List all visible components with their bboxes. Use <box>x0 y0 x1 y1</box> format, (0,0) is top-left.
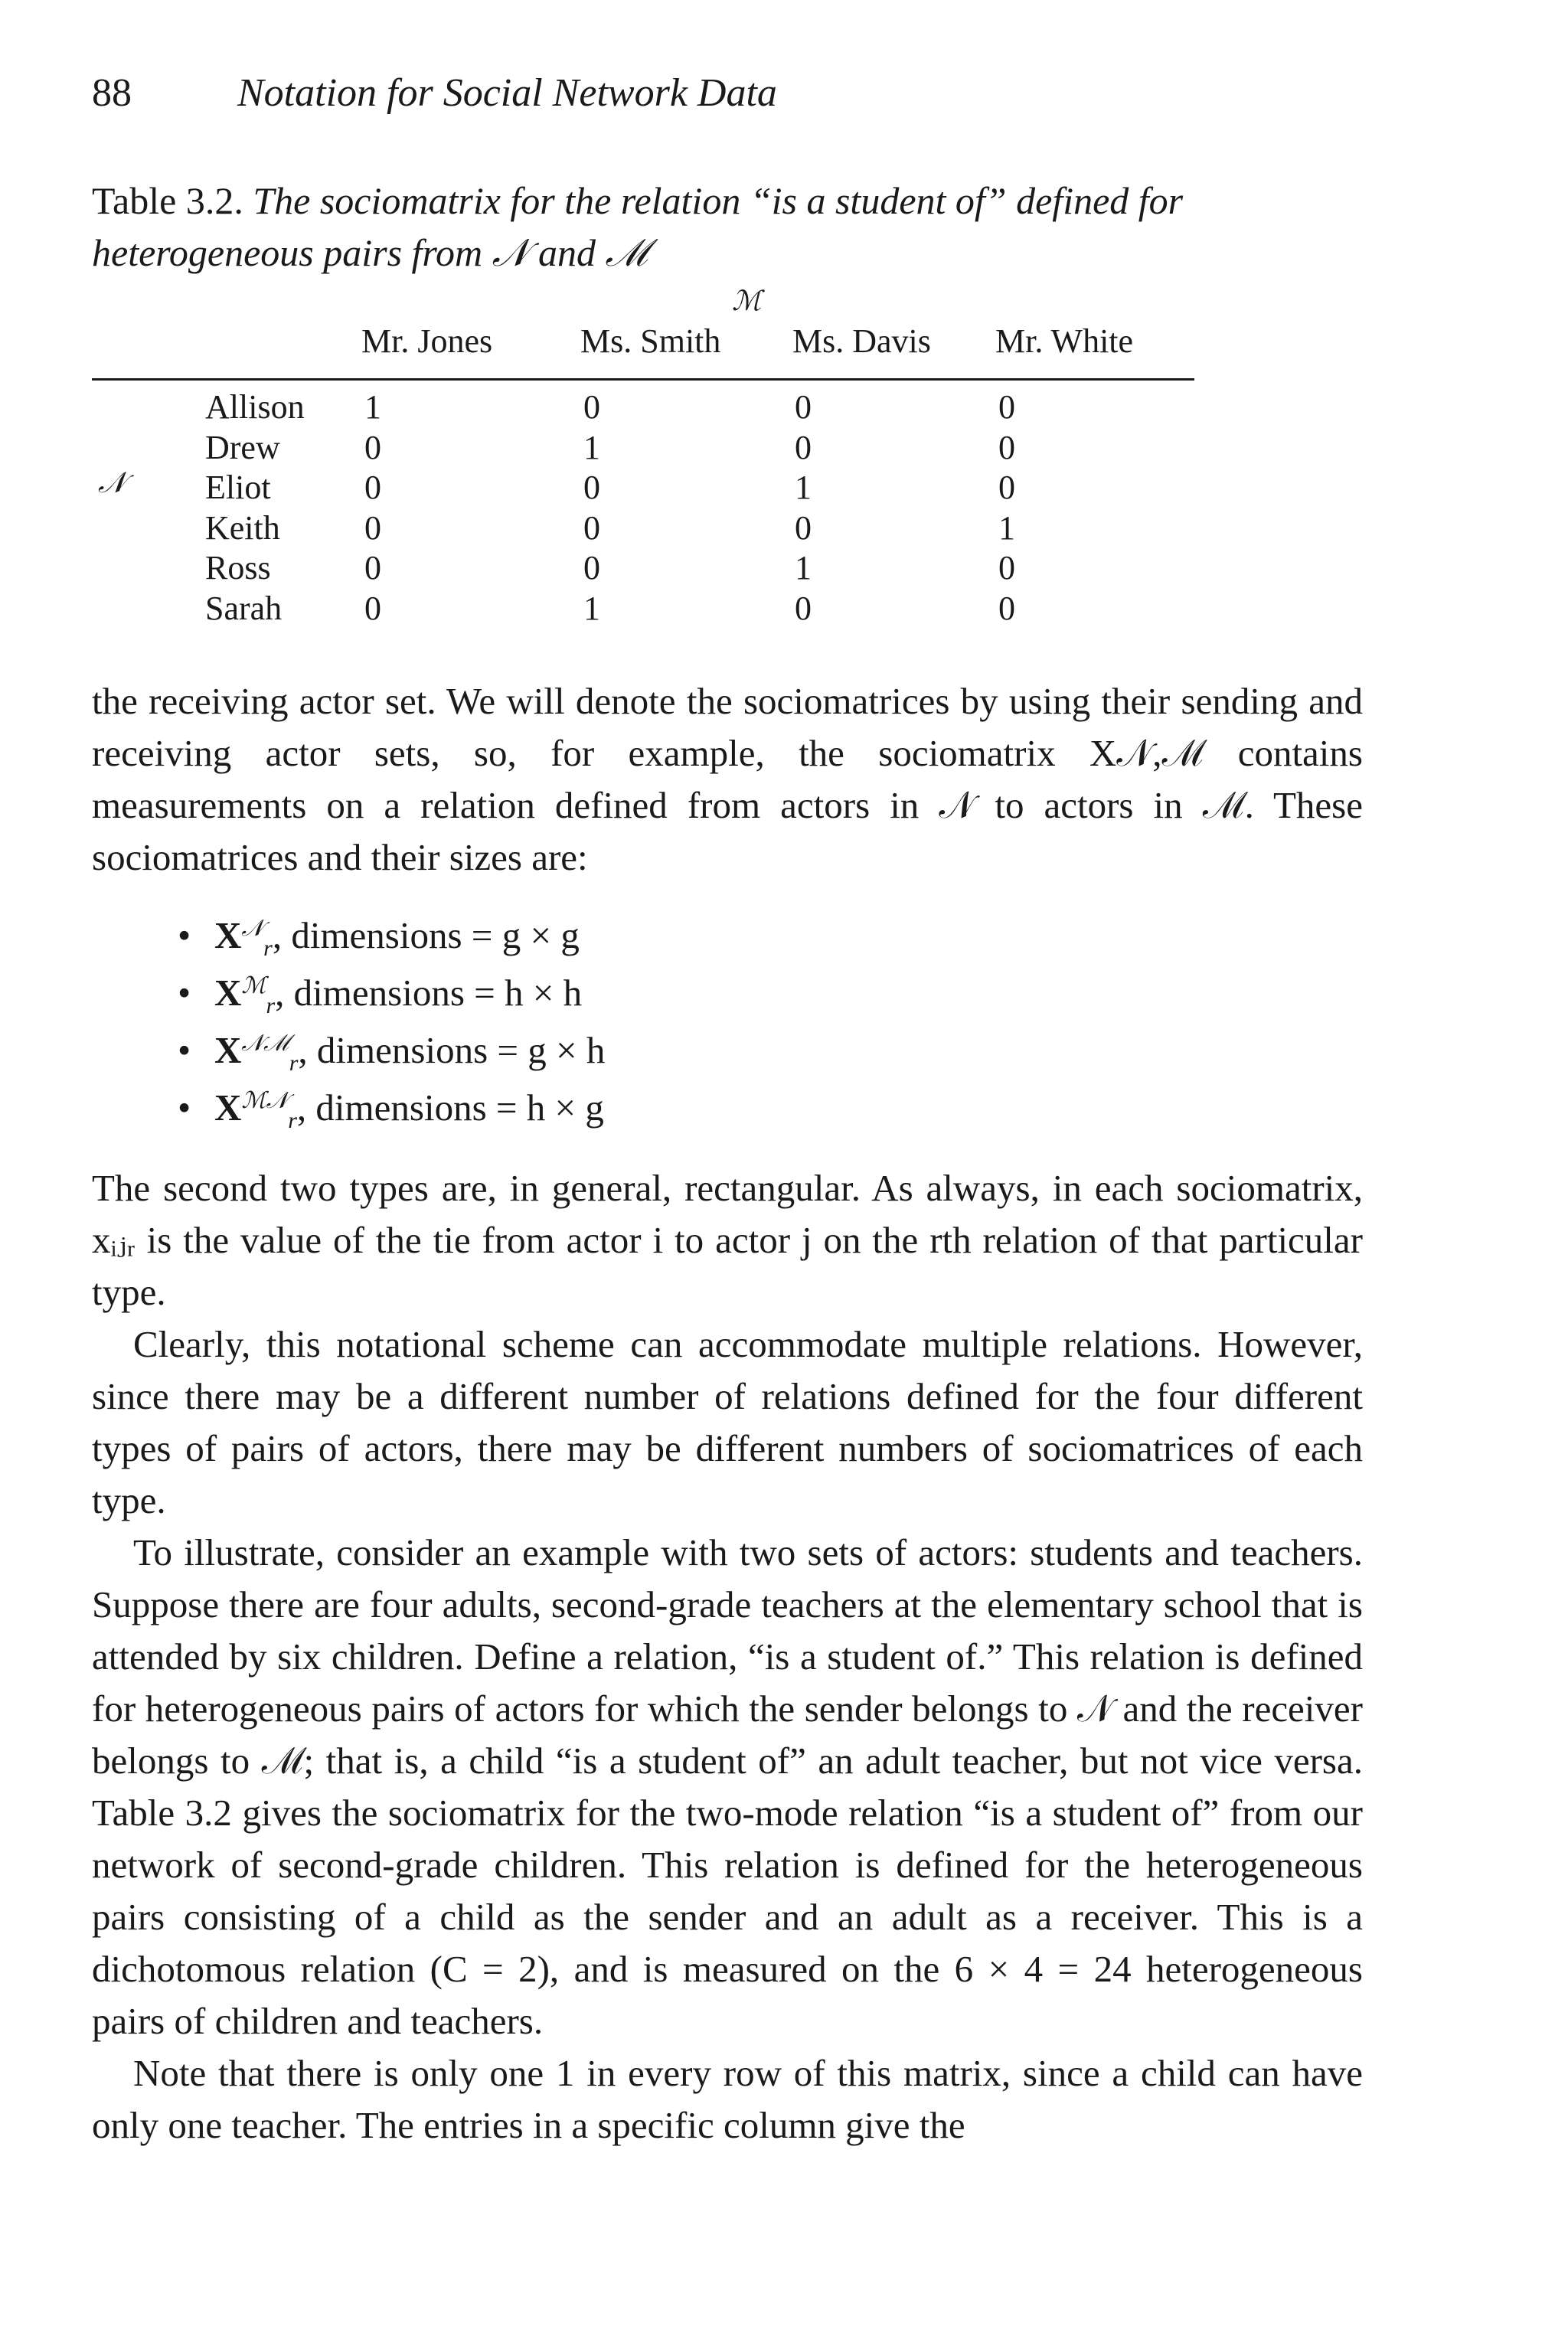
table-cell: 0 <box>998 469 1015 506</box>
table-cell: 0 <box>795 388 812 426</box>
bullet-icon: • <box>178 1029 191 1071</box>
page-number: 88 <box>92 71 132 115</box>
column-header: Mr. White <box>995 322 1134 360</box>
matrix-symbol: X <box>214 914 242 956</box>
row-label: Drew <box>205 428 280 466</box>
table-label: Table 3.2. <box>92 179 243 222</box>
matrix-dimensions: , dimensions = g × h <box>298 1029 606 1071</box>
sociomatrix-table <box>92 282 1194 642</box>
table-cell: 0 <box>364 508 381 547</box>
matrix-superscript: 𝒩 <box>241 916 264 941</box>
matrix-subscript: r <box>288 1108 297 1133</box>
table-cell: 0 <box>795 589 812 627</box>
table-cell: 0 <box>583 388 600 426</box>
column-header: Ms. Davis <box>792 322 931 360</box>
row-label: Sarah <box>205 589 283 627</box>
list-item <box>92 964 1363 1021</box>
table-caption <box>92 175 1363 279</box>
table-cell: 0 <box>795 428 812 466</box>
table-cell: 0 <box>364 589 381 627</box>
row-set-symbol: 𝒩 <box>98 466 126 499</box>
matrix-subscript: r <box>263 936 273 961</box>
table-cell: 0 <box>364 469 381 506</box>
table-cell: 1 <box>583 428 600 466</box>
table-cell: 0 <box>364 428 381 466</box>
list-item <box>92 1021 1363 1079</box>
paragraph: Clearly, this notational scheme can accommodate multiple relations. However, since there may be a different number of relations defined for the four different types of pairs of actors, there may be different numbers of sociomatrices of each type. <box>92 1323 1363 1521</box>
matrix-subscript: r <box>266 993 276 1018</box>
matrix-subscript: r <box>289 1050 299 1076</box>
bullet-icon: • <box>178 972 191 1014</box>
header-rule <box>92 378 1194 381</box>
table-cell: 0 <box>998 428 1015 466</box>
matrix-superscript: ℳ <box>241 973 266 998</box>
bullet-icon: • <box>178 1086 191 1129</box>
paragraph: The second two types are, in general, rectangular. As always, in each sociomatrix, xᵢⱼᵣ is the value of the tie from actor i to actor j on the rth relation of that particular type. <box>92 1167 1363 1313</box>
table-cell: 0 <box>583 549 600 586</box>
table-caption-text: The sociomatrix for the relation “is a student of” defined for heterogeneous pairs from 𝒩 and ℳ <box>92 179 1184 274</box>
table-cell: 1 <box>998 508 1015 547</box>
table-cell: 0 <box>583 508 600 547</box>
table-cell: 0 <box>998 589 1015 627</box>
matrix-symbol: X <box>214 972 242 1014</box>
sociomatrix-list <box>92 907 1363 1136</box>
column-set-symbol: ℳ <box>732 286 762 317</box>
column-header: Ms. Smith <box>580 322 721 360</box>
page-header <box>92 70 777 116</box>
running-title: Notation for Social Network Data <box>237 71 777 115</box>
row-label: Eliot <box>205 469 271 506</box>
matrix-dimensions: , dimensions = h × g <box>296 1086 604 1129</box>
table-cell: 1 <box>795 469 812 506</box>
table-cell: 0 <box>998 549 1015 586</box>
matrix-dimensions: , dimensions = g × g <box>272 914 580 956</box>
paragraph: the receiving actor set. We will denote the sociomatrices by using their sending and receiving actor sets, so, for example, the sociomatrix X𝒩,ℳ contains measurements on a relation defined from actors in 𝒩 to actors in ℳ. These sociomatrices and their sizes are: <box>92 680 1363 878</box>
table-cell: 1 <box>795 549 812 586</box>
matrix-dimensions: , dimensions = h × h <box>275 972 583 1014</box>
row-label: Ross <box>205 549 271 586</box>
matrix-superscript: 𝒩ℳ <box>241 1031 289 1056</box>
table-cell: 1 <box>583 589 600 627</box>
list-item <box>92 1079 1363 1136</box>
table-cell: 0 <box>998 388 1015 426</box>
row-label: Allison <box>205 388 305 426</box>
bullet-icon: • <box>178 914 191 956</box>
table-cell: 1 <box>364 388 381 426</box>
body-text <box>92 675 1363 2151</box>
matrix-superscript: ℳ𝒩 <box>241 1088 289 1113</box>
paragraph: To illustrate, consider an example with two sets of actors: students and teachers. Suppose there are four adults, second-grade teachers at the elementary school that is attended by six children. Define a relation, “is a student of.” This relation is defined for heterogeneous pairs of actors for which the sender belongs to 𝒩 and the receiver belongs to ℳ; that is, a child “is a student of” an adult teacher, but not vice versa. Table 3.2 gives the sociomatrix for the two-mode relation “is a student of” from our network of second-grade children. This relation is defined for the heterogeneous pairs consisting of a child as the sender and an adult as a receiver. This is a dichotomous relation (C = 2), and is measured on the 6 × 4 = 24 heterogeneous pairs of children and teachers. <box>92 1531 1363 2042</box>
list-item <box>92 907 1363 964</box>
table-cell: 0 <box>795 508 812 547</box>
column-header: Mr. Jones <box>361 322 493 360</box>
row-label: Keith <box>205 508 280 547</box>
table-cell: 0 <box>583 469 600 506</box>
paragraph: Note that there is only one 1 in every row of this matrix, since a child can have only one teacher. The entries in a specific column give the <box>92 2052 1363 2146</box>
matrix-symbol: X <box>214 1029 242 1071</box>
matrix-symbol: X <box>214 1086 242 1129</box>
table-cell: 0 <box>364 549 381 586</box>
